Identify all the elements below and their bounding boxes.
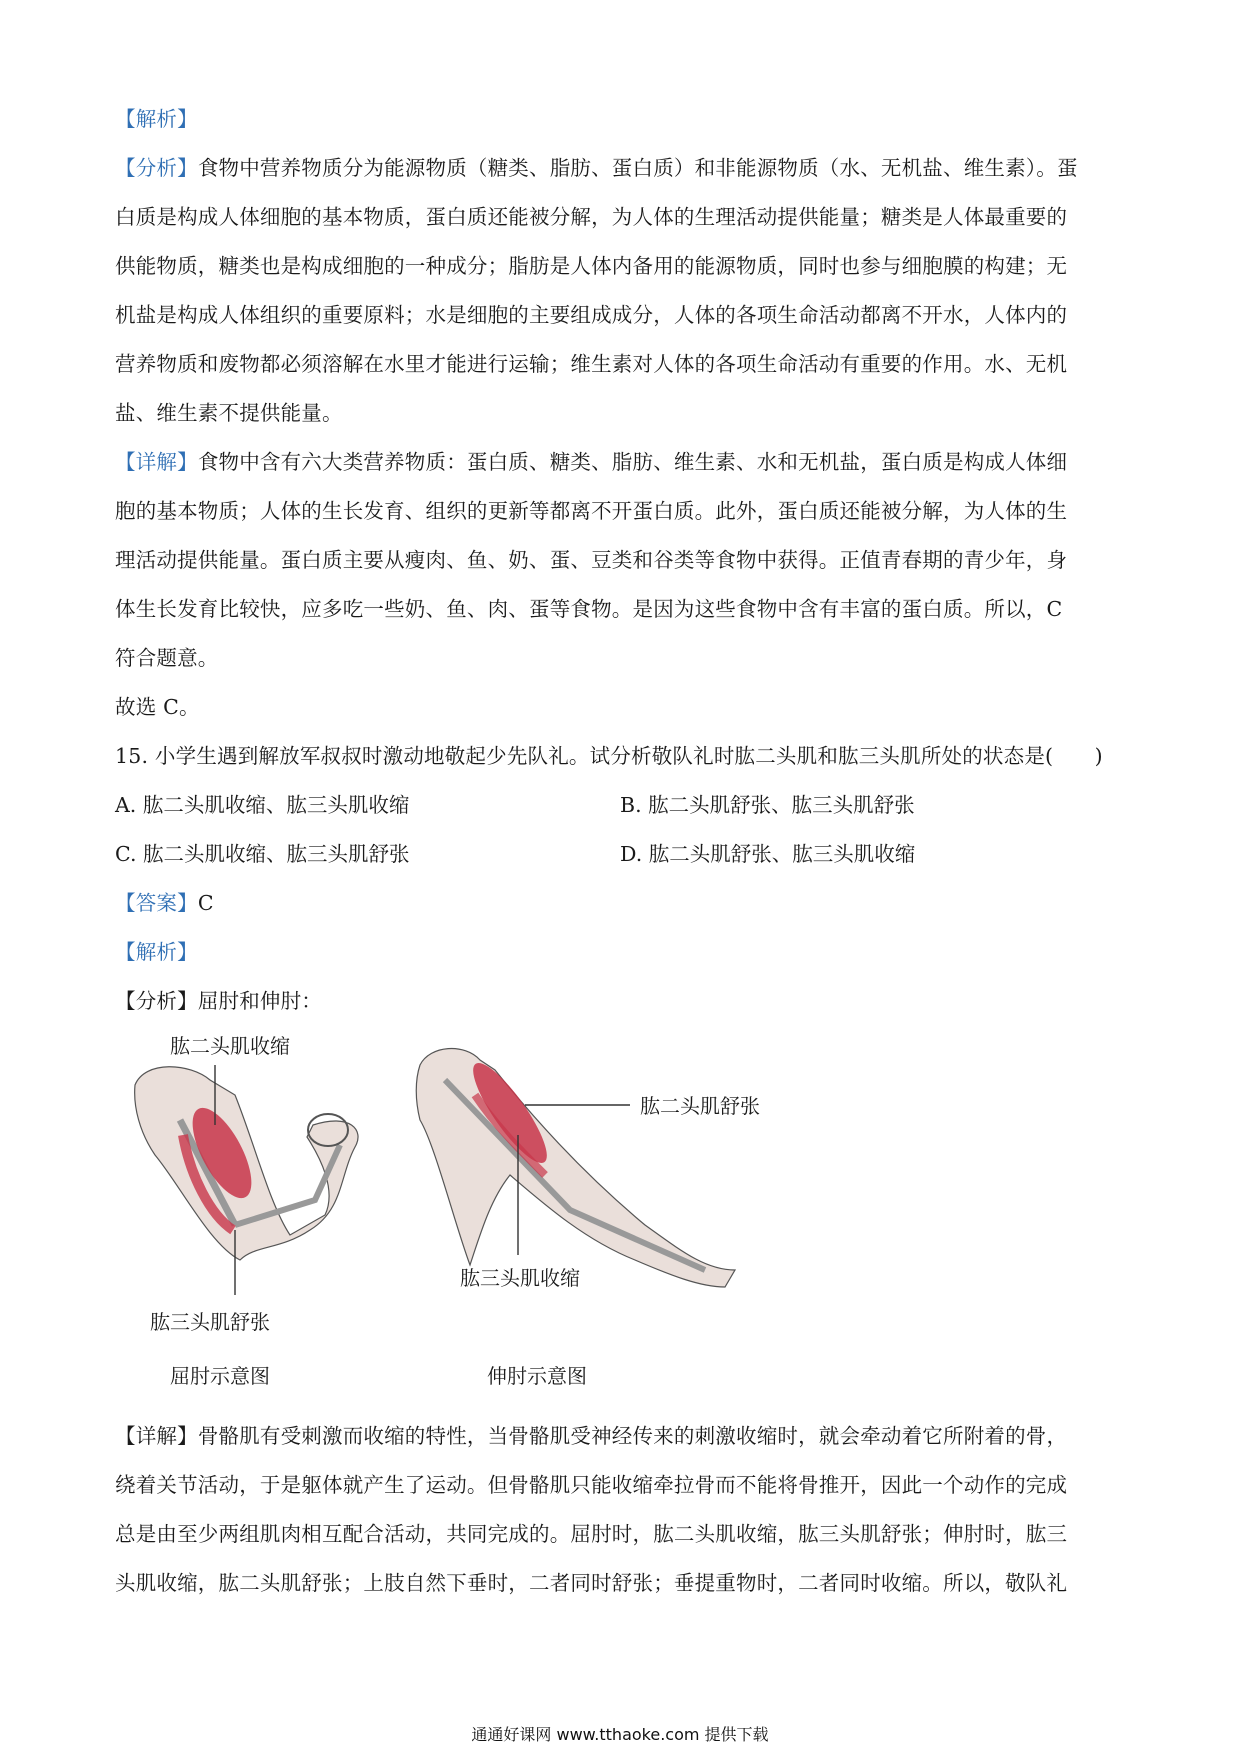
detail-line: 理活动提供能量。蛋白质主要从瘦肉、鱼、奶、蛋、豆类和谷类等食物中获得。正值青春期的青少年，身 — [115, 548, 1068, 572]
option-b: B. 肱二头肌舒张、肱三头肌舒张 — [620, 793, 915, 817]
detail-line: 总是由至少两组肌肉相互配合活动，共同完成的。屈肘时，肱二头肌收缩，肱三头肌舒张；伸肘时，肱三 — [115, 1522, 1068, 1546]
ext-biceps-label: 肱二头肌舒张 — [640, 1094, 760, 1118]
analysis-line: 【分析】食物中营养物质分为能源物质（糖类、脂肪、蛋白质）和非能源物质（水、无机盐、维生素）。蛋 — [115, 156, 1078, 180]
detail-line: 绕着关节活动，于是躯体就产生了运动。但骨骼肌只能收缩牵拉骨而不能将骨推开，因此一个动作的完成 — [115, 1473, 1068, 1497]
option-c: C. 肱二头肌收缩、肱三头肌舒张 — [115, 842, 410, 866]
ext-caption: 伸肘示意图 — [487, 1364, 587, 1388]
footer: 通通好课网 www.tthaoke.com 提供下载 — [471, 1725, 769, 1744]
elbow-figure — [115, 1025, 995, 1410]
analysis-line: 【分析】屈肘和伸肘： — [115, 989, 323, 1013]
detail-line: 【详解】骨骼肌有受刺激而收缩的特性，当骨骼肌受神经传来的刺激收缩时，就会牵动着它所附着的骨， — [115, 1424, 1068, 1448]
option-d: D. 肱二头肌舒张、肱三头肌收缩 — [620, 842, 916, 866]
flex-biceps-label: 肱二头肌收缩 — [170, 1034, 290, 1058]
section-top — [115, 95, 1125, 1026]
question-stem: 15. 小学生遇到解放军叔叔时激动地敬起少先队礼。试分析敬队礼时肱二头肌和肱三头肌所处的状态是( ) — [115, 744, 1103, 768]
choice-line: 故选 C。 — [115, 695, 200, 719]
detail-line: 【详解】食物中含有六大类营养物质：蛋白质、糖类、脂肪、维生素、水和无机盐，蛋白质是构成人体细 — [115, 450, 1068, 474]
analysis-line: 盐、维生素不提供能量。 — [115, 401, 343, 425]
detail-line: 头肌收缩，肱二头肌舒张；上肢自然下垂时，二者同时舒张；垂提重物时，二者同时收缩。所以，敬队礼 — [115, 1571, 1068, 1595]
analysis-heading: 【解析】 — [115, 940, 198, 964]
answer-line: 【答案】C — [115, 891, 214, 915]
option-row — [115, 781, 1125, 830]
option-a: A. 肱二头肌收缩、肱三头肌收缩 — [115, 793, 410, 817]
analysis-line: 营养物质和废物都必须溶解在水里才能进行运输；维生素对人体的各项生命活动有重要的作用。水、无机 — [115, 352, 1068, 376]
analysis-heading: 【解析】 — [115, 107, 198, 131]
analysis-line: 供能物质，糖类也是构成细胞的一种成分；脂肪是人体内备用的能源物质，同时也参与细胞膜的构建；无 — [115, 254, 1068, 278]
option-row — [115, 830, 1125, 879]
analysis-line: 机盐是构成人体组织的重要原料；水是细胞的主要组成成分，人体的各项生命活动都离不开水，人体内的 — [115, 303, 1068, 327]
flex-triceps-label: 肱三头肌舒张 — [150, 1310, 270, 1334]
flex-caption: 屈肘示意图 — [170, 1364, 270, 1388]
detail-line: 胞的基本物质；人体的生长发育、组织的更新等都离不开蛋白质。此外，蛋白质还能被分解，为人体的生 — [115, 499, 1068, 523]
detail-line: 体生长发育比较快，应多吃一些奶、鱼、肉、蛋等食物。是因为这些食物中含有丰富的蛋白质。所以，C — [115, 597, 1063, 621]
section-detail — [115, 1412, 1125, 1608]
extension-illustration — [416, 1049, 760, 1388]
detail-line: 符合题意。 — [115, 646, 219, 670]
elbow-diagram — [115, 1025, 995, 1410]
flexion-illustration — [135, 1034, 358, 1388]
analysis-line: 白质是构成人体细胞的基本物质，蛋白质还能被分解，为人体的生理活动提供能量；糖类是人体最重要的 — [115, 205, 1068, 229]
ext-triceps-label: 肱三头肌收缩 — [460, 1266, 580, 1290]
